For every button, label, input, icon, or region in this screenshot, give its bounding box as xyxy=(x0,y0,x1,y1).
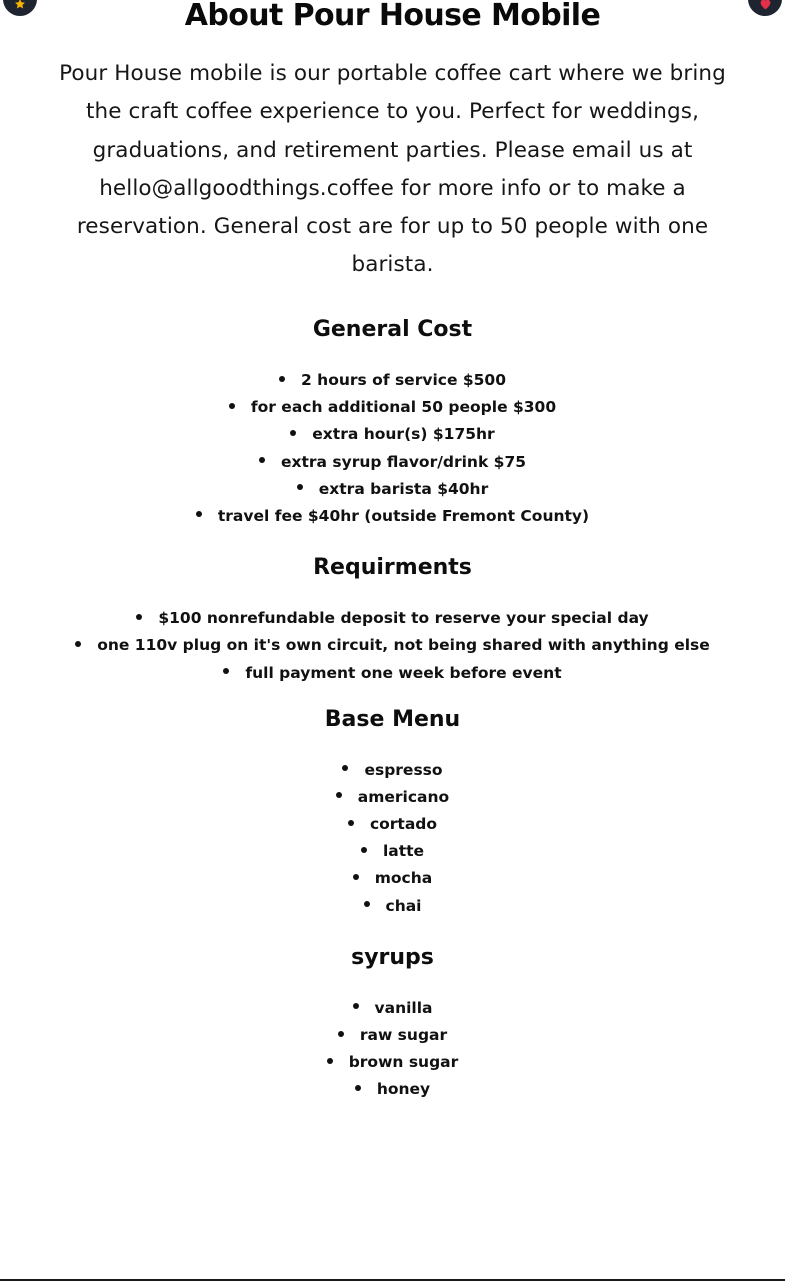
list-item: extra barista $40hr xyxy=(0,476,785,503)
bullet-icon xyxy=(361,847,367,853)
bullet-icon xyxy=(136,614,142,620)
bullet-icon xyxy=(336,792,342,798)
bullet-icon xyxy=(353,874,359,880)
list-item: raw sugar xyxy=(0,1022,785,1049)
bullet-icon xyxy=(342,765,348,771)
base-menu-heading: Base Menu xyxy=(324,706,461,732)
base-menu-list xyxy=(0,757,785,920)
list-item: extra hour(s) $175hr xyxy=(0,421,785,448)
list-item: americano xyxy=(0,784,785,811)
bullet-icon xyxy=(297,484,303,490)
list-item: brown sugar xyxy=(0,1049,785,1076)
list-item: espresso xyxy=(0,757,785,784)
bullet-icon xyxy=(355,1085,361,1091)
list-item: cortado xyxy=(0,811,785,838)
bullet-icon xyxy=(348,820,354,826)
bullet-icon xyxy=(279,376,285,382)
list-item: honey xyxy=(0,1076,785,1103)
requirements-section xyxy=(0,548,785,687)
bullet-icon xyxy=(364,901,370,907)
bullet-icon xyxy=(75,641,81,647)
bullet-icon xyxy=(338,1031,344,1037)
list-item: extra syrup flavor/drink $75 xyxy=(0,449,785,476)
intro-paragraph: Pour House mobile is our portable coffee cart where we bring the craft coffee experience to you. Perfect for weddings, graduations, and retirement parties. Please email us at hello@allgoodthings.coffee for more info or to make a reservation. General cost are for up to 50 people with one barista. xyxy=(59,61,726,278)
base-menu-section xyxy=(0,700,785,920)
general-cost-section xyxy=(0,310,785,530)
syrups-heading: syrups xyxy=(351,944,434,970)
requirements-heading: Requirments xyxy=(313,555,472,581)
list-item: $100 nonrefundable deposit to reserve your special day xyxy=(0,605,785,632)
list-item: for each additional 50 people $300 xyxy=(0,394,785,421)
list-item: mocha xyxy=(0,865,785,892)
list-item: full payment one week before event xyxy=(0,660,785,687)
list-item: vanilla xyxy=(0,995,785,1022)
general-cost-heading: General Cost xyxy=(312,317,473,342)
bullet-icon xyxy=(196,511,202,517)
bullet-icon xyxy=(223,668,229,674)
syrups-section xyxy=(0,938,785,1104)
list-item: chai xyxy=(0,893,785,920)
list-item: one 110v plug on it's own circuit, not being shared with anything else xyxy=(0,632,785,659)
footer-divider xyxy=(0,1279,785,1281)
bullet-icon xyxy=(327,1058,333,1064)
requirements-list xyxy=(0,605,785,687)
bullet-icon xyxy=(353,1003,359,1009)
bullet-icon xyxy=(259,457,265,463)
syrups-list xyxy=(0,995,785,1104)
list-item: latte xyxy=(0,838,785,865)
page-title: About Pour House Mobile xyxy=(184,0,601,33)
list-item: 2 hours of service $500 xyxy=(0,367,785,394)
bullet-icon xyxy=(290,430,296,436)
content-sections xyxy=(0,310,785,1104)
bullet-icon xyxy=(229,403,235,409)
list-item: travel fee $40hr (outside Fremont County) xyxy=(0,503,785,530)
general-cost-list xyxy=(0,367,785,530)
